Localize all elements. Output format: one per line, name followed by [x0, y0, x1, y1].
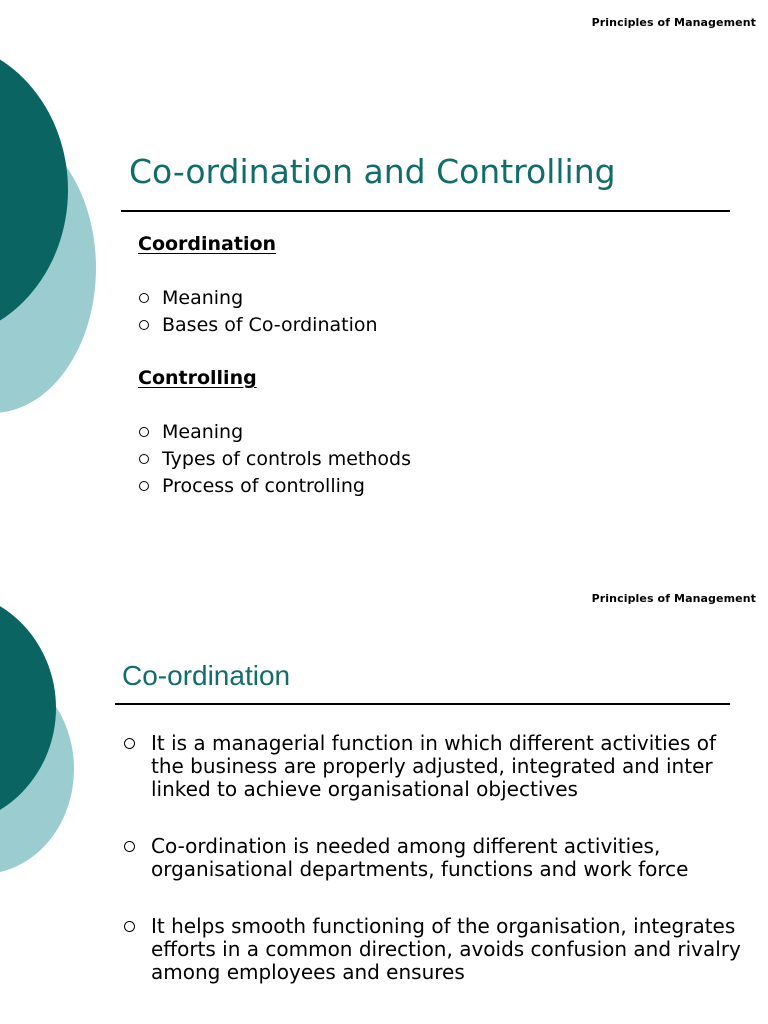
list-item: Process of controlling	[138, 473, 411, 500]
slide-header: Principles of Management	[591, 592, 756, 605]
hollow-circle-bullet-icon	[139, 454, 149, 464]
coordination-bullets	[122, 732, 742, 1018]
list-item: Meaning	[138, 419, 411, 446]
controlling-list	[138, 419, 411, 500]
coordination-list	[138, 285, 378, 339]
hollow-circle-bullet-icon	[124, 921, 135, 932]
hollow-circle-bullet-icon	[124, 738, 135, 749]
list-item: It is a managerial function in which different activities of the business are properly adjusted, integrated and inter linked to achieve organisational objectives	[122, 732, 742, 801]
title-divider	[115, 703, 730, 705]
slide-title: Co-ordination	[122, 660, 291, 691]
hollow-circle-bullet-icon	[139, 427, 149, 437]
list-item: Co-ordination is needed among different activities, organisational departments, functions and work force	[122, 835, 742, 881]
list-item: It helps smooth functioning of the organisation, integrates efforts in a common direction, avoids confusion and rivalry among employees and ensures	[122, 915, 742, 984]
slide-header: Principles of Management	[591, 16, 756, 29]
hollow-circle-bullet-icon	[139, 320, 149, 330]
hollow-circle-bullet-icon	[124, 841, 135, 852]
hollow-circle-bullet-icon	[139, 293, 149, 303]
slide-title: Co-ordination and Controlling	[129, 152, 616, 191]
slide-2	[0, 576, 768, 1024]
section-heading-controlling: Controlling	[138, 367, 257, 389]
list-item: Meaning	[138, 285, 378, 312]
hollow-circle-bullet-icon	[139, 481, 149, 491]
list-item: Bases of Co-ordination	[138, 312, 378, 339]
list-item: Types of controls methods	[138, 446, 411, 473]
section-heading-coordination: Coordination	[138, 233, 277, 255]
title-divider	[121, 210, 730, 212]
